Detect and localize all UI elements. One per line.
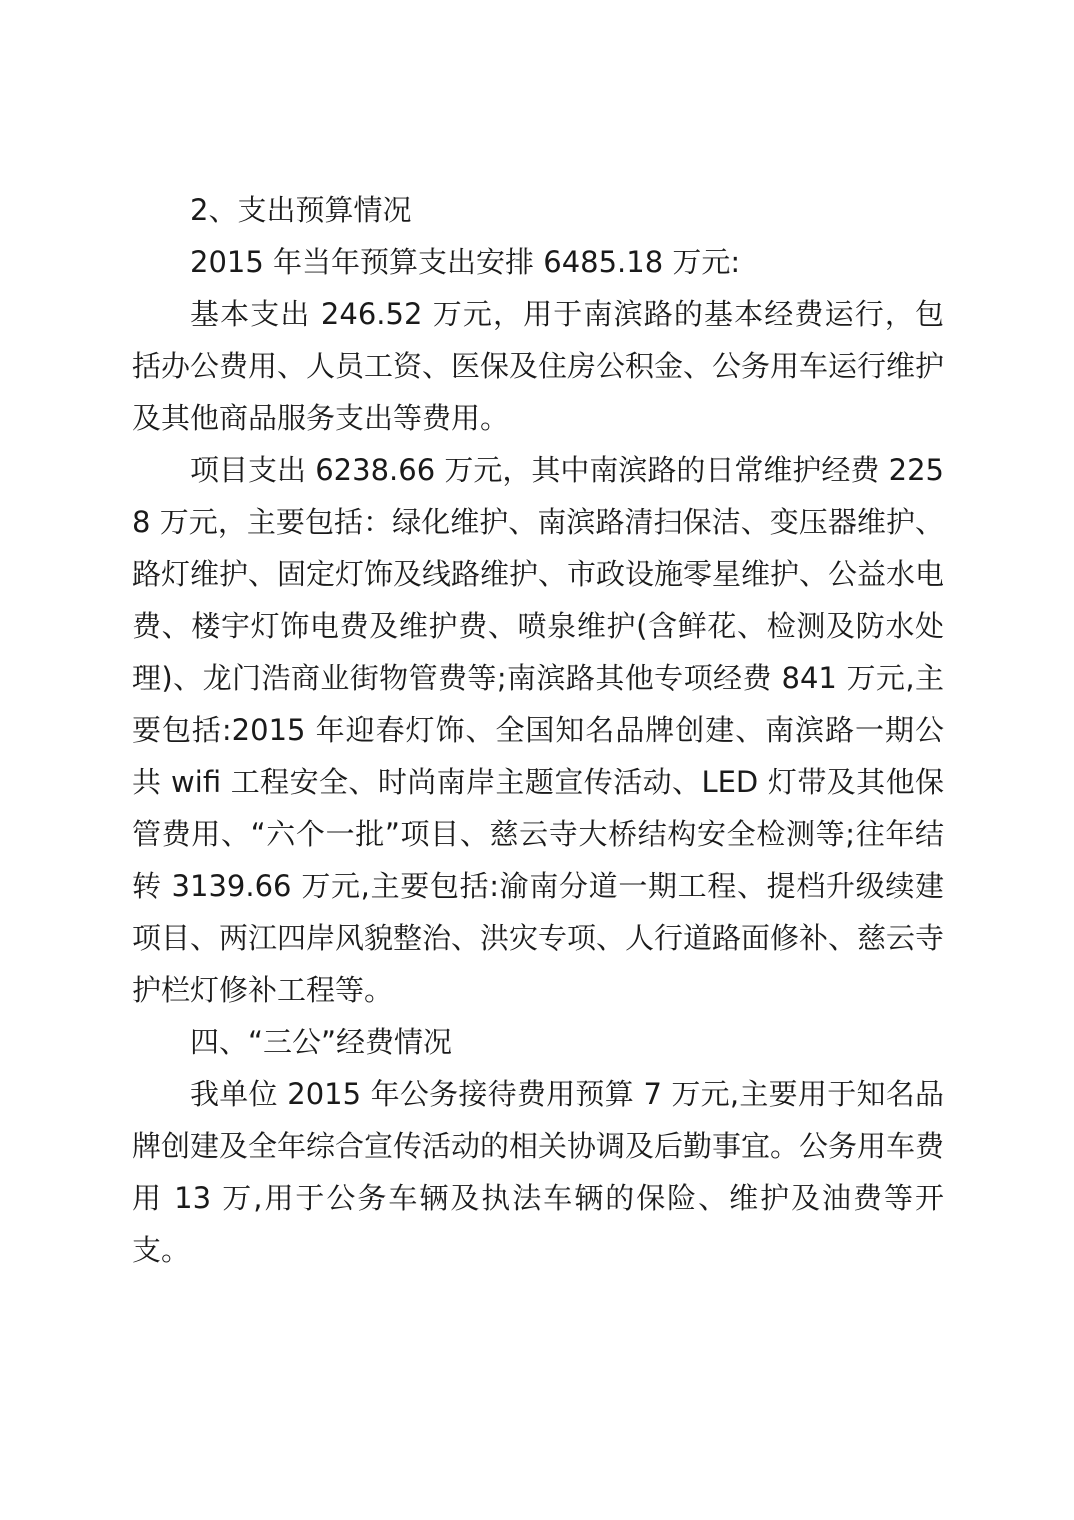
document-body [132, 184, 944, 1276]
heading-expenditure-budget: 2、支出预算情况 [190, 193, 412, 227]
heading-three-public-expenses: 四、“三公”经费情况 [190, 1025, 453, 1059]
paragraph-project-expenditure: 项目支出 6238.66 万元，其中南滨路的日常维护经费 2258 万元，主要包括：绿化维护、南滨路清扫保洁、变压器维护、路灯维护、固定灯饰及线路维护、市政设施零星维护、公益水电费、楼宇灯饰电费及维护费、喷泉维护(含鲜花、检测及防水处理)、龙门浩商业街物管费等;南滨路其他专项经费 841 万元,主要包括:2015 年迎春灯饰、全国知名品牌创建、南滨路一期公共 wifi 工程安全、时尚南岸主题宣传活动、LED 灯带及其他保管费用、“六个一批”项目、慈云寺大桥结构安全检测等;往年结转 3139.66 万元,主要包括:渝南分道一期工程、提档升级续建项目、两江四岸风貌整治、洪灾专项、人行道路面修补、慈云寺护栏灯修补工程等。 [132, 453, 945, 1007]
paragraph-total-expenditure: 2015 年当年预算支出安排 6485.18 万元: [190, 245, 741, 279]
paragraph-three-public-details: 我单位 2015 年公务接待费用预算 7 万元,主要用于知名品牌创建及全年综合宣传活动的相关协调及后勤事宜。公务用车费用 13 万,用于公务车辆及执法车辆的保险、维护及油费等开支。 [132, 1077, 945, 1267]
paragraph-basic-expenditure: 基本支出 246.52 万元，用于南滨路的基本经费运行，包括办公费用、人员工资、医保及住房公积金、公务用车运行维护及其他商品服务支出等费用。 [132, 297, 945, 435]
